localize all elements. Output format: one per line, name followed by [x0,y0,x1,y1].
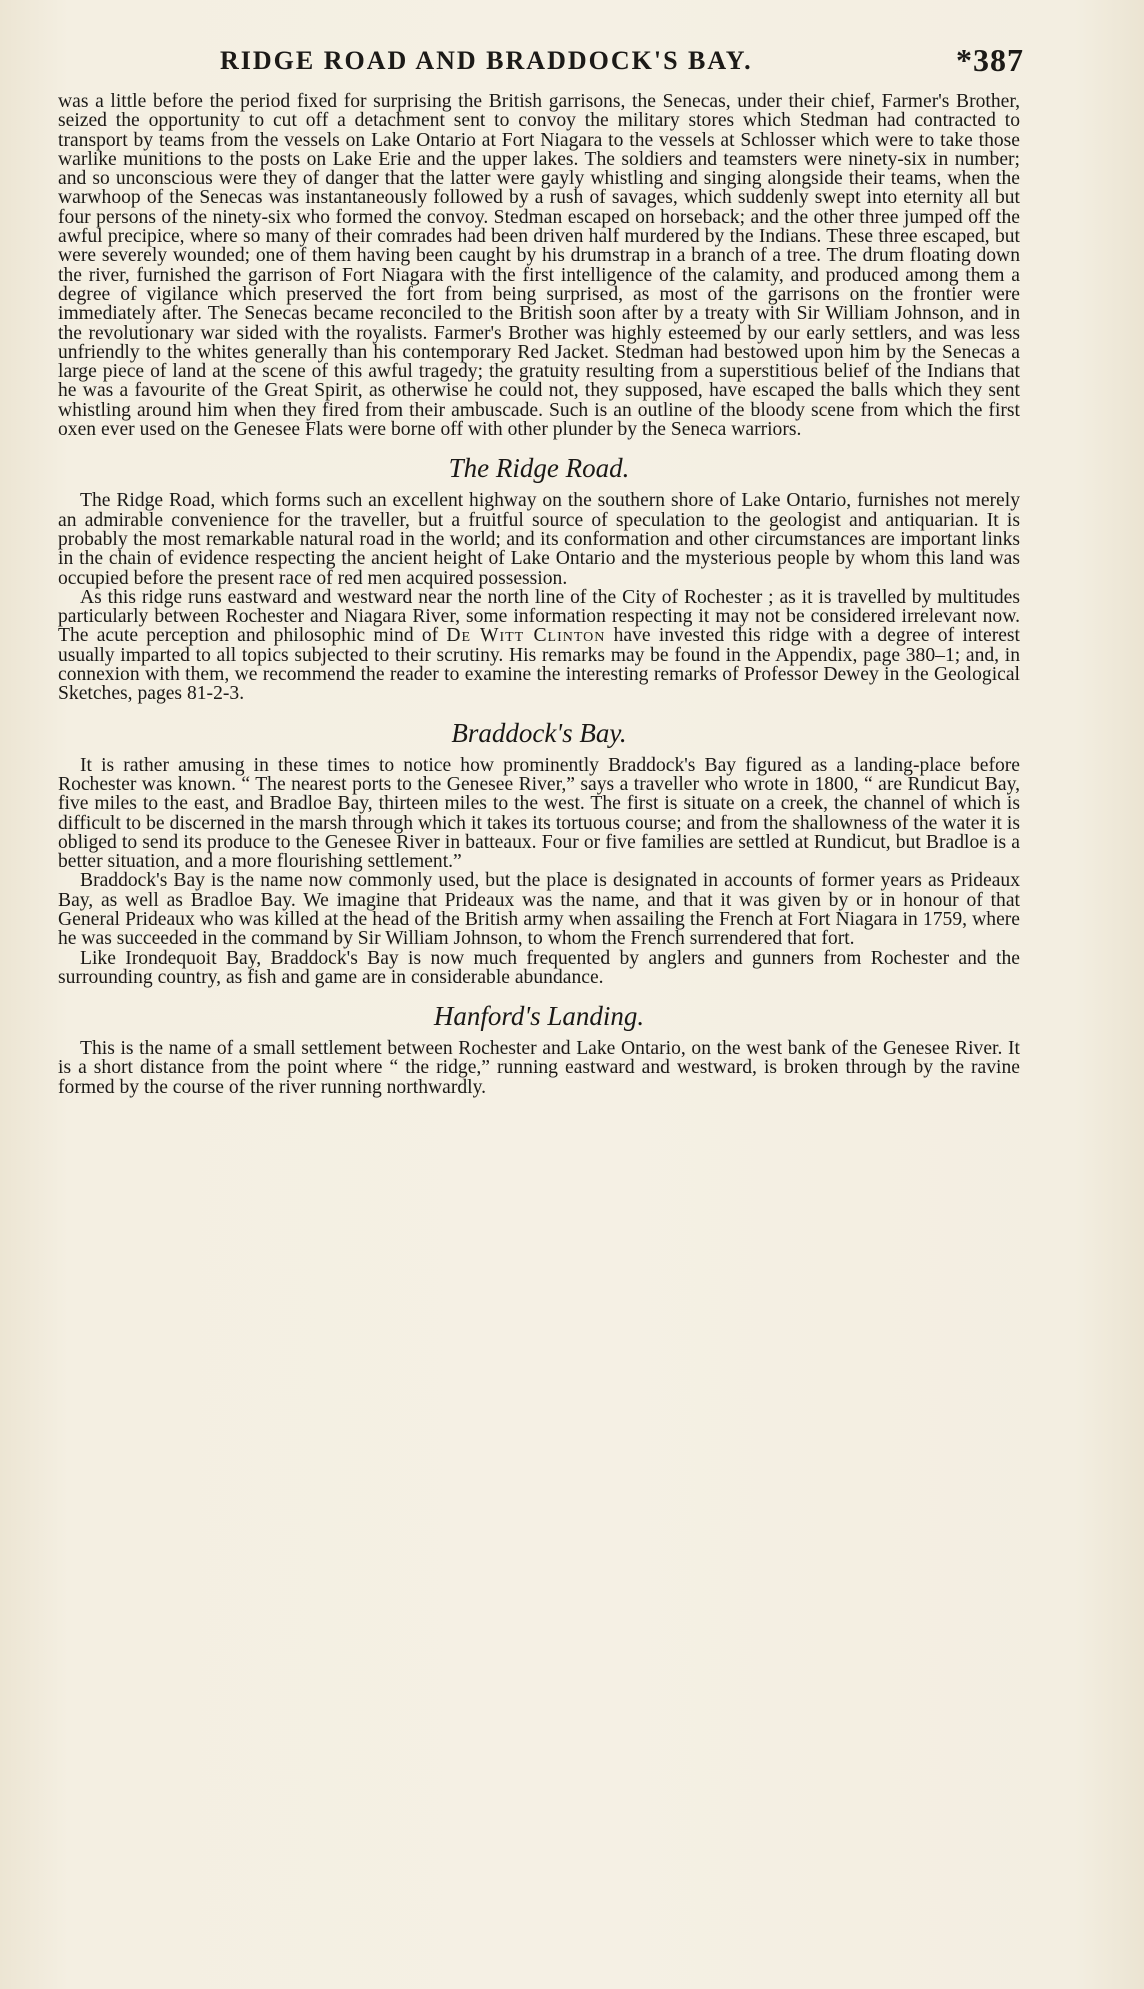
body-text [58,92,1020,1097]
ridge-road-text-after: have invested this ridge with a degree of interest usually imparted to all topics subjected to their scrutiny. His remarks may be found in the Appendix, page 380–1; and, in connexion with them, we recommend the reader to examine the interesting remarks of Professor Dewey in the Geological Sketches, pages 81-2-3. [58,625,1020,705]
braddocks-bay-paragraph-2: Braddock's Bay is the name now commonly used, but the place is designated in accounts of former years as Prideaux Bay, as well as Bradloe Bay. We imagine that Prideaux was the name, and that it was given by or in honour of that General Prideaux who was killed at the head of the British army when assailing the French at Fort Niagara in 1759, where he was succeeded in the command by Sir William Johnson, to whom the French surrendered that fort. [58,870,1020,950]
heading-braddocks-bay: Braddock's Bay. [451,717,627,748]
braddocks-bay-paragraph-1: It is rather amusing in these times to notice how prominently Braddock's Bay figured as a landing-place before Rochester was known. “ The nearest ports to the Genesee River,” says a traveller who wrote in 1800, “ are Rundicut Bay, five miles to the east, and Bradloe Bay, thirteen miles to the west. The first is situate on a creek, the channel of which is difficult to be discerned in the marsh through which it takes its tortuous course; and from the shallowness of the water it is obliged to send its produce to the Genesee River in batteaux. Four or five families are settled at Rundicut, but Bradloe is a better situation, and a more flourishing settlement.” [58,754,1020,873]
page-number: *387 [956,42,1024,78]
ridge-road-paragraph-1: The Ridge Road, which forms such an excellent highway on the southern shore of Lake Ontario, furnishes not merely an admirable convenience for the traveller, but a fruitful source of speculation to the geologist and antiquarian. It is probably the most remarkable natural road in the world; and its conformation and other circumstances are important links in the chain of evidence respecting the ancient height of Lake Ontario and the mysterious people by whom this land was occupied before the present race of red men acquired possession. [58,490,1020,589]
heading-hanfords-landing: Hanford's Landing. [433,1001,645,1032]
running-title: RIDGE ROAD AND BRADDOCK'S BAY. [220,46,753,75]
hanfords-landing-paragraph-1: This is the name of a small settlement between Rochester and Lake Ontario, on the west bank of the Genesee River. It is a short distance from the point where “ the ridge,” running eastward and westward, is broken through by the ravine formed by the course of the river running northwardly. [58,1038,1020,1098]
intro-paragraph: was a little before the period fixed for surprising the British garrisons, the Senecas, under their chief, Farmer's Brother, seized the opportunity to cut off a detachment sent to convoy the military stores which Stedman had contracted to transport by teams from the vessels on Lake Ontario at Fort Niagara to the vessels at Schlosser which were to take those warlike munitions to the posts on Lake Erie and the upper lakes. The soldiers and teamsters were ninety-six in number; and so unconscious were they of danger that the latter were gayly whistling and singing alongside their teams, when the warwhoop of the Senecas was instantaneously followed by a rush of savages, which suddenly swept into eternity all but four persons of the ninety-six who formed the convoy. Stedman escaped on horseback; and the other three jumped off the awful precipice, where so many of their comrades had been driven half murdered by the Indians. These three escaped, but were severely wounded; one of them having been caught by his drumstrap in a branch of a tree. The drum floating down the river, furnished the garrison of Fort Niagara with the first intelligence of the calamity, and produced among them a degree of vigilance which preserved the fort from being surprised, as most of the garrisons on the frontier were immediately after. The Senecas became reconciled to the British soon after by a treaty with Sir William Johnson, and in the revolutionary war sided with the royalists. Farmer's Brother was highly esteemed by our early settlers, and was less unfriendly to the whites generally than his contemporary Red Jacket. Stedman had bestowed upon him by the Senecas a large piece of land at the scene of this awful tragedy; the gratuity resulting from a superstitious belief of the Indians that he was a favourite of the Great Spirit, as otherwise he could not, they supposed, have escaped the balls which they sent whistling around him when they fired from their ambuscade. Such is an outline of the bloody scene from which the first oxen ever used on the Genesee Flats were borne off with other plunder by the Seneca warriors. [58,91,1020,441]
braddocks-bay-paragraph-3: Like Irondequoit Bay, Braddock's Bay is now much frequented by anglers and gunners from Rochester and the surrounding country, as fish and game are in considerable abundance. [58,947,1020,988]
de-witt-clinton-name: De Witt Clinton [446,625,606,647]
running-header [200,40,1040,80]
ridge-road-text-before: As this ridge runs eastward and westward near the north line of the City of Rochester ; as it is travelled by multitudes particularly between Rochester and Niagara River, some information respecting it may not be considered irrelevant now. The acute perception and philosophic mind of [58,586,1020,647]
ridge-road-paragraph-2 [58,588,1020,704]
heading-ridge-road: The Ridge Road. [448,453,630,484]
